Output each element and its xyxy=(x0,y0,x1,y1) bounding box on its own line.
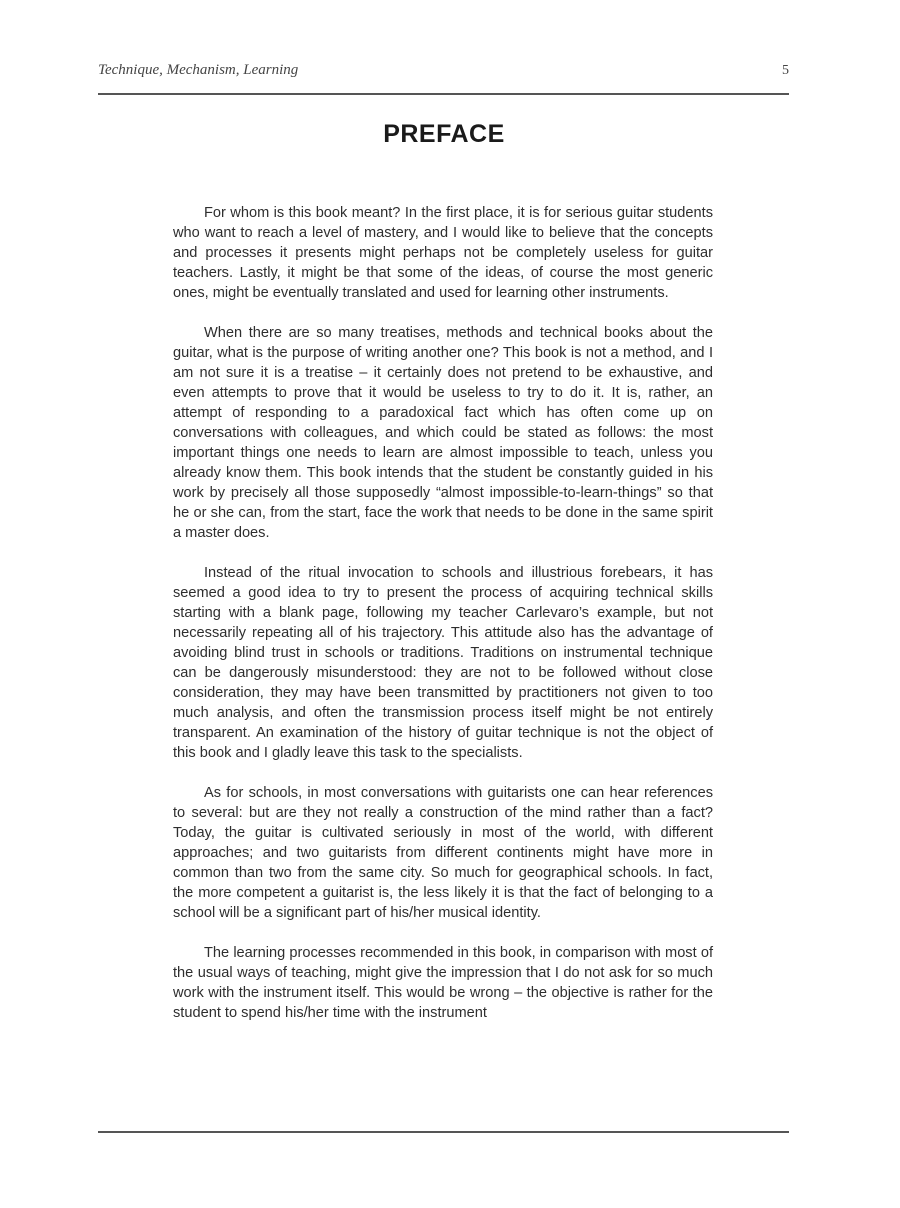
paragraph: The learning processes recommended in this book, in comparison with most of the usual ways of teaching, might give the impression that I do not ask for so much work with the instrument itself. This would be wrong – the objective is rather for the student to spend his/her time with the instrument xyxy=(173,945,713,1021)
running-title: Technique, Mechanism, Learning xyxy=(98,62,299,78)
running-header xyxy=(98,62,789,79)
paragraph: When there are so many treatises, methods and technical books about the guitar, what is the purpose of writing another one? This book is not a method, and I am not sure it is a treatise – it certainly does not pretend to be exhaustive, and even attempts to prove that it would be useless to try to do it. It is, rather, an attempt of responding to a paradoxical fact which has often come up on conversations with colleagues, and which could be stated as follows: the most important things one needs to learn are almost impossible to teach, unless you already know them. This book intends that the student be constantly guided in his work by precisely all those supposedly “almost impossible-to-learn-things” so that he or she can, from the start, face the work that needs to be done in the same spirit a master does. xyxy=(173,325,713,541)
paragraph: As for schools, in most conversations with guitarists one can hear references to several: but are they not really a construction of the mind rather than a fact? Today, the guitar is cultivated seriously in most of the world, with different approaches; and two guitarists from different continents might have more in common than two from the same city. So much for geographical schools. In fact, the more competent a guitarist is, the less likely it is that the fact of belonging to a school will be a significant part of his/her musical identity. xyxy=(173,785,713,921)
page-title: PREFACE xyxy=(383,120,505,148)
body-text xyxy=(173,203,713,1043)
footer-rule xyxy=(98,1131,789,1133)
page-number: 5 xyxy=(782,63,789,78)
paragraph: Instead of the ritual invocation to schools and illustrious forebears, it has seemed a good idea to try to present the process of acquiring technical skills starting with a blank page, following my teacher Carlevaro’s example, but not necessarily repeating all of his trajectory. This attitude also has the advantage of avoiding blind trust in schools or traditions. Traditions on instrumental technique can be dangerously misunderstood: they are not to be followed without close consideration, they may have been transmitted by practitioners not given to too much analysis, and often the transmission process itself might be not entirely transparent. An examination of the history of guitar technique is not the object of this book and I gladly leave this task to the specialists. xyxy=(173,565,713,761)
header-rule xyxy=(98,93,789,95)
paragraph: For whom is this book meant? In the first place, it is for serious guitar students who want to reach a level of mastery, and I would like to believe that the concepts and processes it presents might perhaps not be completely useless for guitar teachers. Lastly, it might be that some of the ideas, of course the most generic ones, might be eventually translated and used for learning other instruments. xyxy=(173,205,713,301)
